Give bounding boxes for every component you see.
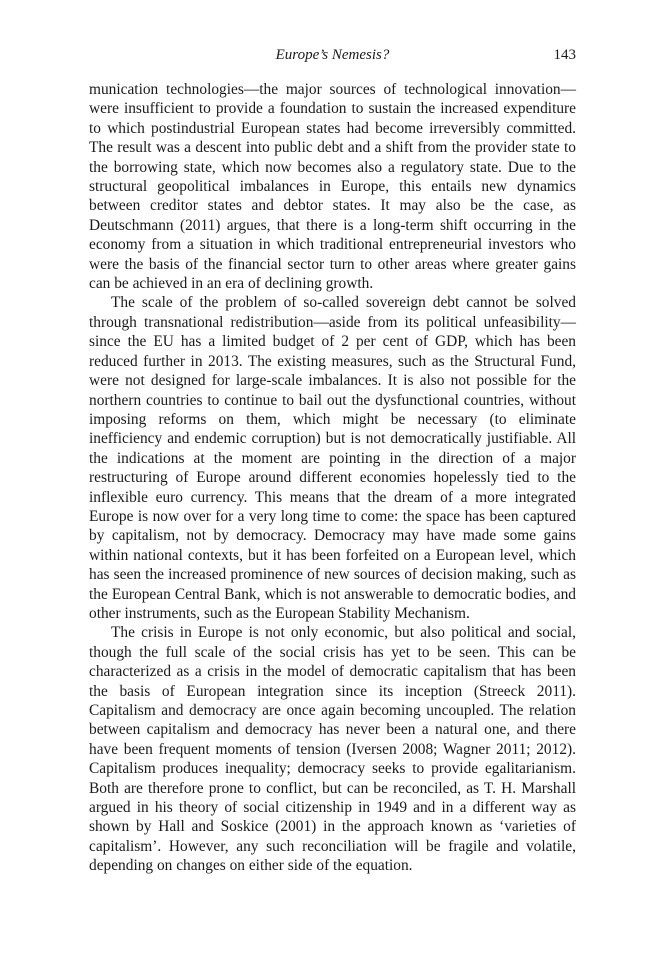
paragraph-2: The scale of the problem of so-called sovereign debt cannot be solved through transnational redistribution—aside from its political unfeasibility—since the EU has a limited budget of 2 per cent of GDP, which has been reduced further in 2013. The existing measures, such as the Structural Fund, were not designed for large-scale imbalances. It is also not possible for the northern countries to continue to bail out the dysfunctional countries, without imposing reforms on them, which might be necessary (to eliminate inefficiency and endemic corruption) but is not democratically justifiable. All the indications at the moment are pointing in the direction of a major restructuring of Europe around different economies hopelessly tied to the inflexible euro currency. This means that the dream of a more integrated Europe is now over for a very long time to come: the space has been captured by capitalism, not by democracy. Democracy may have made some gains within national contexts, but it has been forfeited on a European level, which has seen the increased prominence of new sources of decision making, such as the European Central Bank, which is not answerable to democratic bodies, and other instruments, such as the European Stability Mechanism. [89,294,576,622]
paragraph-3: The crisis in Europe is not only economic, but also political and social, though the full scale of the social crisis has yet to be seen. This can be characterized as a crisis in the model of democratic capitalism that has been the basis of European integration since its inception (Streeck 2011). Capitalism and democracy are once again becoming uncoupled. The relation between capitalism and democracy has never been a natural one, and there have been frequent moments of tension (Iversen 2008; Wagner 2011; 2012). Capitalism produces inequality; democracy seeks to provide egalitarianism. Both are therefore prone to conflict, but can be reconciled, as T. H. Marshall argued in his theory of social citizenship in 1949 and in a different way as shown by Hall and Soskice (2001) in the approach known as ‘varieties of capitalism’. However, any such reconciliation will be fragile and volatile, depending on changes on either side of the equation. [89,624,576,875]
page-number: 143 [553,47,576,63]
running-title: Europe’s Nemesis? [275,47,390,63]
body-text [89,80,576,876]
paragraph-1: munication technologies—the major sources of technological innovation—were insufficient to provide a foundation to sustain the increased expenditure to which postindustrial European states had become irreversibly committed. The result was a descent into public debt and a shift from the provider state to the borrowing state, which now becomes also a regulatory state. Due to the structural geopolitical imbalances in Europe, this entails new dynamics between creditor states and debtor states. It may also be the case, as Deutschmann (2011) argues, that there is a long-term shift occurring in the economy from a situation in which traditional entrepreneurial investors who were the basis of the financial sector turn to other areas where greater gains can be achieved in an era of declining growth. [89,81,576,293]
running-head [89,47,576,67]
